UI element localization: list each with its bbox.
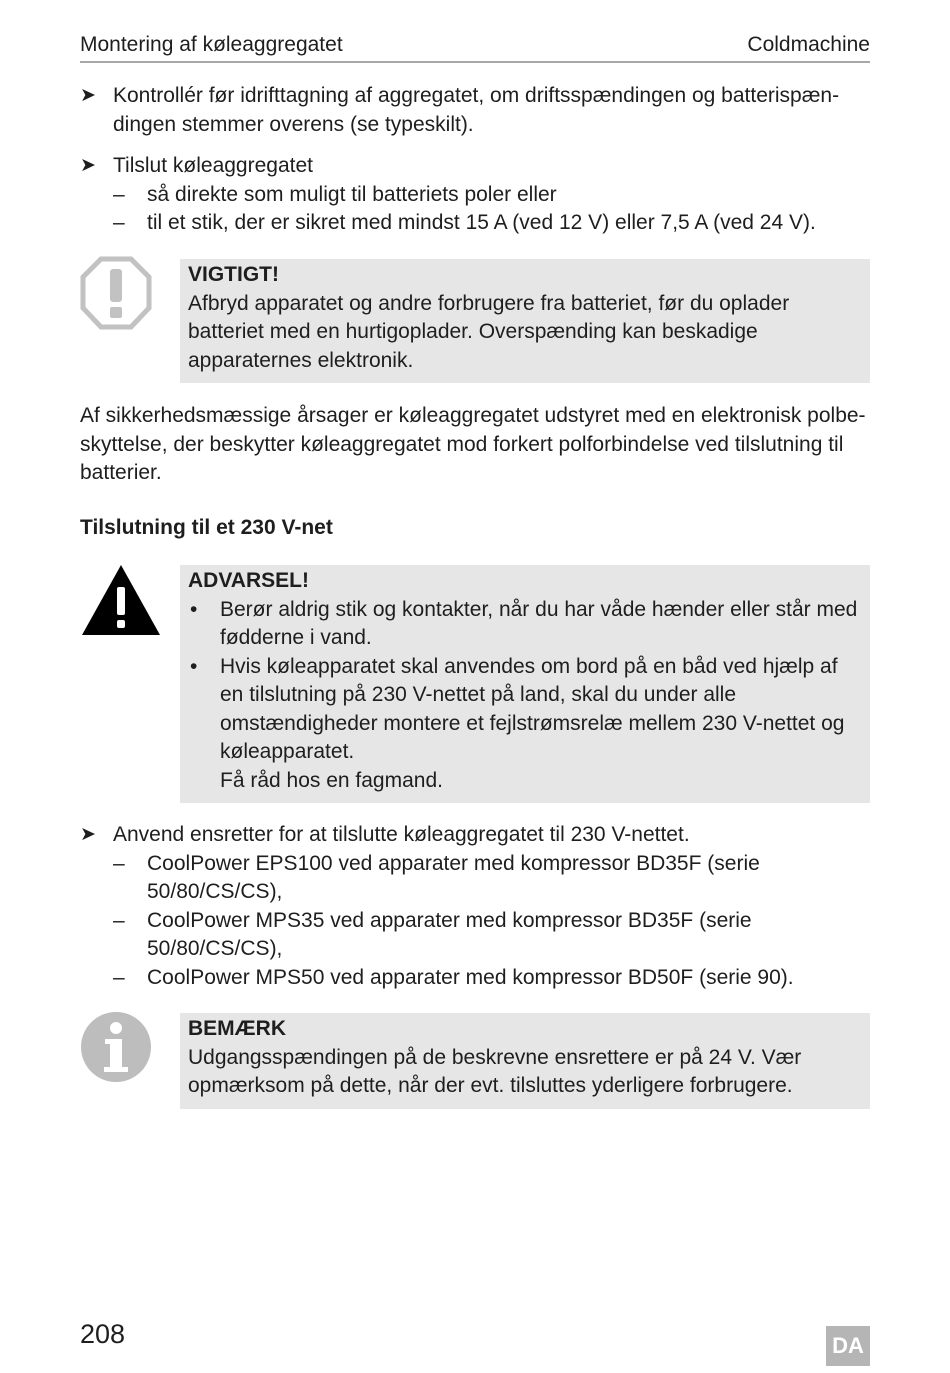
- arrow-marker-icon: ➤: [80, 155, 96, 176]
- warning-advice: Få råd hos en fagmand.: [220, 768, 443, 792]
- warning-bullet: • Hvis køleapparatet skal anvendes om bord på en båd ved hjælp af en tilslutning på 230 V-nettet på land, skal du under alle omstændigheder montere et fejlstrømsrelæ mellem 230 V-nettet og køleapparatet.: [190, 654, 845, 763]
- important-notice-box: [180, 259, 870, 383]
- section-heading: Tilslutning til et 230 V-net: [80, 516, 333, 539]
- polarity-protection-paragraph: Af sikkerhedsmæssige årsager er køleaggregatet udstyret med en elektronisk polbe-skyttelse, der beskytter køleaggregatet mod forkert polforbindelse ved tilslutning til batterier.: [80, 404, 866, 484]
- step-text: Tilslut køleaggregatet: [113, 154, 313, 177]
- arrow-marker-icon: ➤: [80, 85, 96, 106]
- page-header: [80, 31, 870, 59]
- notice-text: Udgangsspændingen på de beskrevne ensrettere er på 24 V. Vær opmærksom på dette, når der evt. tilsluttes yderligere forbrugere.: [188, 1045, 802, 1097]
- list-item: – CoolPower MPS50 ved apparater med kompressor BD50F (serie 90).: [113, 965, 794, 989]
- notice-title: VIGTIGT!: [188, 263, 279, 286]
- instruction-step-check-voltage: [80, 82, 870, 139]
- header-divider: [80, 61, 870, 63]
- notice-text: Afbryd apparatet og andre forbrugere fra batteriet, før du oplader batteriet med en hurtigoplader. Overspænding kan beskadige apparaternes elektronik.: [188, 291, 790, 372]
- step-text: Anvend ensretter for at tilslutte køleaggregatet til 230 V-nettet.: [113, 823, 690, 846]
- note-notice-box: [180, 1013, 870, 1109]
- language-badge: DA: [826, 1326, 870, 1366]
- info-circle-icon: [80, 1011, 152, 1092]
- warning-notice-box: [180, 565, 870, 803]
- notice-title: ADVARSEL!: [188, 569, 309, 592]
- arrow-marker-icon: ➤: [80, 824, 96, 845]
- notice-title: BEMÆRK: [188, 1017, 286, 1040]
- warning-triangle-icon: [80, 563, 162, 646]
- list-item: – CoolPower MPS35 ved apparater med kompressor BD35F (serie 50/80/CS/CS),: [113, 908, 752, 960]
- list-item: – så direkte som muligt til batteriets poler eller: [113, 182, 557, 206]
- list-item: – CoolPower EPS100 ved apparater med kompressor BD35F (serie 50/80/CS/CS),: [113, 851, 760, 903]
- important-octagon-icon: [80, 256, 152, 339]
- list-item: – til et stik, der er sikret med mindst 15 A (ved 12 V) eller 7,5 A (ved 24 V).: [113, 211, 816, 234]
- header-section-title: Montering af køleaggregatet: [80, 33, 343, 56]
- instruction-step-rectifier: [80, 821, 870, 992]
- instruction-step-connect: [80, 152, 870, 238]
- step-text: Kontrollér før idrifttagning af aggregatet, om driftsspændingen og batterispæn-dingen stemmer overens (se typeskilt).: [113, 84, 840, 136]
- page-number: 208: [80, 1319, 126, 1349]
- warning-bullet: • Berør aldrig stik og kontakter, når du har våde hænder eller står med fødderne i vand.: [190, 597, 858, 649]
- header-product-name: Coldmachine: [747, 33, 870, 56]
